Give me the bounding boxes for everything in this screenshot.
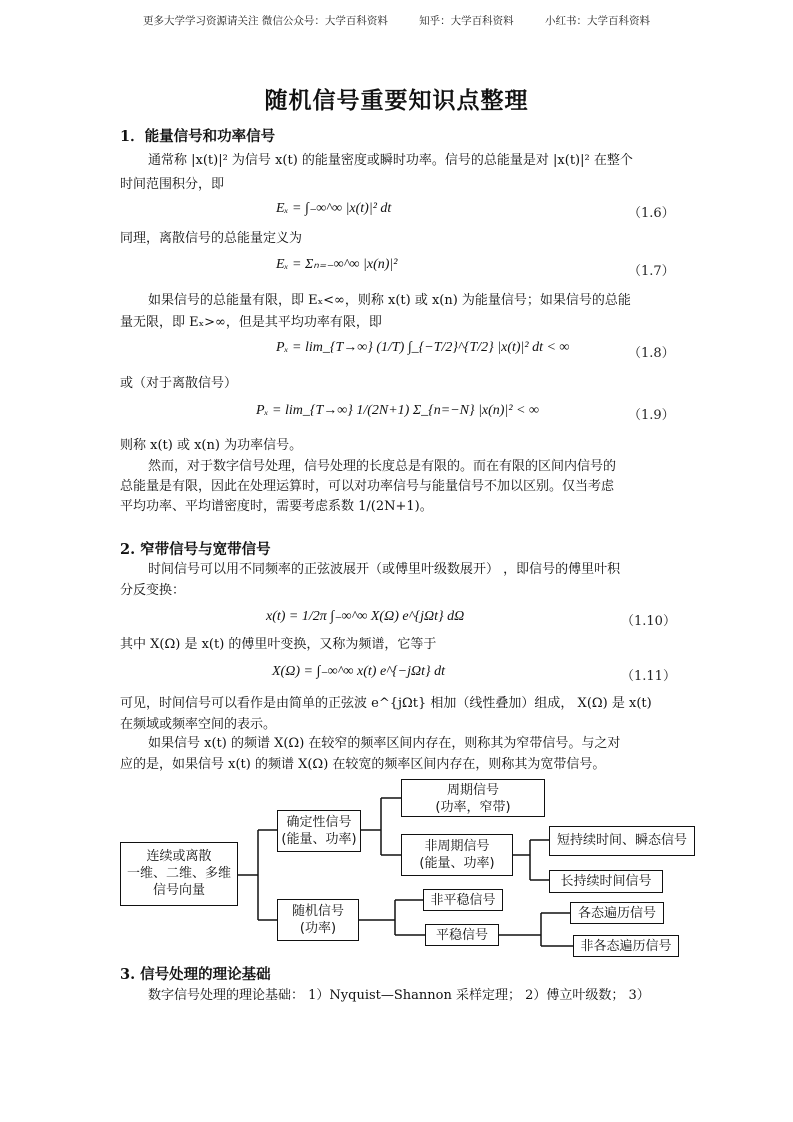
deterministic-signal-box bbox=[277, 810, 361, 852]
equation-1-7: Eₓ = Σₙ₌₋∞^∞ |x(n)|² bbox=[276, 257, 398, 272]
periodic-sub: (功率，窄带) bbox=[435, 800, 511, 815]
header-xiaohongshu: 小红书：大学百科资料 bbox=[545, 15, 651, 27]
root-line-1: 连续或离散 bbox=[146, 849, 212, 864]
equation-number-1-11: （1.11） bbox=[621, 669, 676, 684]
s2-line3: 其中 X(Ω) 是 x(t) 的傅里叶变换，又称为频谱，它等于 bbox=[120, 637, 437, 652]
s2-line6: 如果信号 x(t) 的频谱 X(Ω) 在较窄的频率区间内存在，则称其为窄带信号。与之对 bbox=[148, 736, 621, 751]
ergodic-box: 各态遍历信号 bbox=[570, 902, 664, 924]
s2-line5: 在频域或频率空间的表示。 bbox=[120, 717, 277, 732]
s1-line5: 量无限，即 Eₓ>∞，但是其平均功率有限，即 bbox=[120, 315, 382, 330]
deterministic-label: 确定性信号 bbox=[286, 815, 352, 830]
equation-1-9: Pₓ = lim_{T→∞} 1/(2N+1) Σ_{n=−N} |x(n)|² < ∞ bbox=[256, 403, 539, 418]
root-line-3: 信号向量 bbox=[152, 883, 205, 898]
random-label: 随机信号 bbox=[291, 904, 344, 919]
random-signal-box bbox=[277, 899, 359, 941]
deterministic-sub: (能量、功率) bbox=[281, 832, 357, 847]
equation-1-11: X(Ω) = ∫₋∞^∞ x(t) e^{−jΩt} dt bbox=[272, 664, 446, 679]
random-sub: (功率) bbox=[299, 921, 337, 936]
stationary-box: 平稳信号 bbox=[425, 924, 499, 946]
s2-line7: 应的是，如果信号 x(t) 的频谱 X(Ω) 在较宽的频率区间内存在，则称其为宽带信号。 bbox=[120, 757, 606, 772]
section2-heading: 2. 窄带信号与宽带信号 bbox=[120, 541, 271, 558]
equation-1-8: Pₓ = lim_{T→∞} (1/T) ∫_{−T/2}^{T/2} |x(t)|² dt < ∞ bbox=[276, 340, 570, 355]
long-duration-box: 长持续时间信号 bbox=[549, 870, 663, 893]
diagram-root-box bbox=[120, 842, 238, 906]
page-title: 随机信号重要知识点整理 bbox=[264, 87, 529, 114]
s2-line4: 可见，时间信号可以看作是由简单的正弦波 e^{jΩt} 相加（线性叠加）组成， X(Ω) 是 x(t) bbox=[120, 696, 652, 711]
s1-line8: 然而，对于数字信号处理，信号处理的长度总是有限的。而在有限的区间内信号的 bbox=[148, 459, 617, 474]
equation-number-1-6: （1.6） bbox=[628, 206, 675, 221]
equation-1-10: x(t) = 1/2π ∫₋∞^∞ X(Ω) e^{jΩt} dΩ bbox=[266, 609, 465, 624]
periodic-signal-box bbox=[401, 779, 545, 817]
nonergodic-box: 非各态遍历信号 bbox=[573, 935, 679, 957]
s1-line7: 则称 x(t) 或 x(n) 为功率信号。 bbox=[120, 438, 303, 453]
equation-number-1-9: （1.9） bbox=[628, 408, 675, 423]
short-duration-box: 短持续时间、瞬态信号 bbox=[549, 826, 695, 856]
section1-heading: 1．能量信号和功率信号 bbox=[120, 128, 276, 145]
periodic-label: 周期信号 bbox=[446, 783, 499, 798]
equation-number-1-7: （1.7） bbox=[628, 264, 675, 279]
aperiodic-signal-box bbox=[401, 834, 513, 876]
nonstationary-box: 非平稳信号 bbox=[423, 889, 503, 911]
s3-line1: 数字信号处理的理论基础： 1）Nyquist—Shannon 采样定理； 2）傅立叶级数； 3） bbox=[148, 988, 650, 1003]
s1-line2: 时间范围积分，即 bbox=[120, 177, 225, 192]
s1-line3: 同理，离散信号的总能量定义为 bbox=[120, 231, 303, 246]
s1-line9: 总能量是有限，因此在处理运算时，可以对功率信号与能量信号不加以区别。仅当考虑 bbox=[120, 479, 615, 494]
equation-number-1-8: （1.8） bbox=[628, 346, 675, 361]
equation-1-6: Eₓ = ∫₋∞^∞ |x(t)|² dt bbox=[276, 201, 392, 216]
root-line-2: 一维、二维、多维 bbox=[126, 866, 231, 881]
aperiodic-sub: (能量、功率) bbox=[419, 856, 495, 871]
s2-line1: 时间信号可以用不同频率的正弦波展开（或傅里叶级数展开） ，即信号的傅里叶积 bbox=[148, 562, 621, 577]
s2-line2: 分反变换： bbox=[120, 583, 186, 598]
equation-number-1-10: （1.10） bbox=[621, 614, 676, 629]
s1-line4: 如果信号的总能量有限，即 Eₓ<∞，则称 x(t) 或 x(n) 为能量信号；如果信号的总能 bbox=[148, 293, 631, 308]
s1-line6: 或（对于离散信号） bbox=[120, 376, 238, 391]
section3-heading: 3. 信号处理的理论基础 bbox=[120, 966, 271, 983]
s1-line10: 平均功率、平均谱密度时，需要考虑系数 1/(2N+1)。 bbox=[120, 499, 433, 514]
header-wechat: 更多大学学习资源请关注 微信公众号：大学百科资料 bbox=[142, 15, 388, 27]
s1-line1: 通常称 |x(t)|² 为信号 x(t) 的能量密度或瞬时功率。信号的总能量是对 |x(t)|² 在整个 bbox=[148, 153, 633, 168]
aperiodic-label: 非周期信号 bbox=[424, 839, 490, 854]
header-zhihu: 知乎：大学百科资料 bbox=[419, 15, 514, 27]
